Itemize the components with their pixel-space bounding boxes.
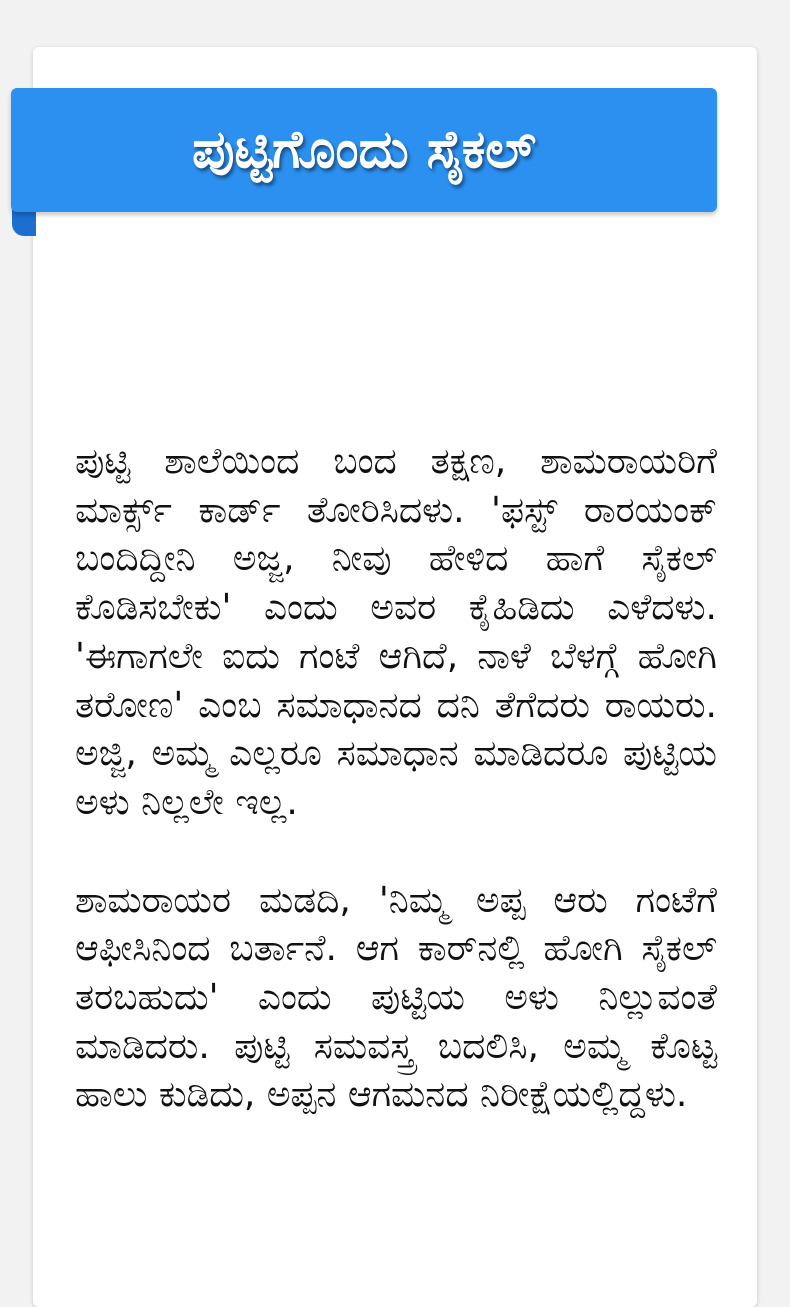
title-ribbon [11, 88, 717, 212]
story-body [75, 438, 717, 1169]
story-title: ಪುಟ್ಟಿಗೊಂದು ಸೈಕಲ್ [192, 119, 536, 180]
story-paragraph: ಶಾಮರಾಯರ ಮಡದಿ, 'ನಿಮ್ಮ ಅಪ್ಪ ಆರು ಗಂಟೆಗೆ ಆಫೀಸಿನಿಂದ ಬರ್ತಾನೆ. ಆಗ ಕಾರ್‌ನಲ್ಲಿ ಹೋಗಿ ಸೈಕಲ್ ತರಬಹುದು' ಎಂದು ಪುಟ್ಟಿಯ ಅಳು ನಿಲ್ಲುವಂತೆ ಮಾಡಿದರು. ಪುಟ್ಟಿ ಸಮವಸ್ತ್ರ ಬದಲಿಸಿ, ಅಮ್ಮ ಕೊಟ್ಟ ಹಾಲು ಕುಡಿದು, ಅಪ್ಪನ ಆಗಮನದ ನಿರೀಕ್ಷೆಯಲ್ಲಿದ್ದಳು. [75, 879, 717, 1116]
story-paragraph: ಪುಟ್ಟಿ ಶಾಲೆಯಿಂದ ಬಂದ ತಕ್ಷಣ, ಶಾಮರಾಯರಿಗೆ ಮಾರ್ಕ್ಸ್ ಕಾರ್ಡ್ ತೋರಿಸಿದಳು. 'ಫಸ್ಟ್ ರಾರಯಂಕ್ ಬಂದಿದ್ದೀನಿ ಅಜ್ಜ, ನೀವು ಹೇಳಿದ ಹಾಗೆ ಸೈಕಲ್ ಕೊಡಿಸಬೇಕು' ಎಂದು ಅವರ ಕೈಹಿಡಿದು ಎಳೆದಳು. 'ಈಗಾಗಲೇ ಐದು ಗಂಟೆ ಆಗಿದೆ, ನಾಳೆ ಬೆಳಗ್ಗೆ ಹೋಗಿ ತರೋಣ' ಎಂಬ ಸಮಾಧಾನದ ದನಿ ತೆಗೆದರು ರಾಯರು. ಅಜ್ಜಿ, ಅಮ್ಮ ಎಲ್ಲರೂ ಸಮಾಧಾನ ಮಾಡಿದರೂ ಪುಟ್ಟಿಯ ಅಳು ನಿಲ್ಲಲೇ ಇಲ್ಲ. [75, 441, 717, 823]
